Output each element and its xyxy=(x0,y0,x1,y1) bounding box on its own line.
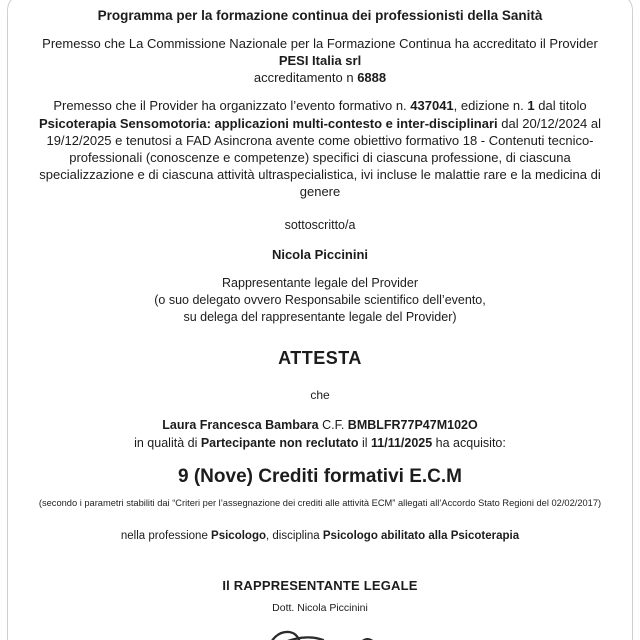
acquisition-date: 11/11/2025 xyxy=(371,435,433,450)
qualification-line: in qualità di Partecipante non reclutato il 11/11/2025 ha acquisito: xyxy=(134,435,506,450)
profession-line: nella professione Psicologo, disciplina Psicologo abilitato alla Psicoterapia xyxy=(120,529,520,542)
signer-role-line: Rappresentante legale del Provider xyxy=(222,276,418,291)
cf-code: BMBLFR77P47M102O xyxy=(347,418,478,433)
accreditation-number: 6888 xyxy=(357,70,387,86)
signer-role xyxy=(24,275,616,326)
attesta-heading: ATTESTA xyxy=(278,348,362,369)
credits-note: (secondo i parametri stabiliti dai “Criteri per l’assegnazione dei crediti alle attività ECM” allegati all’Accordo Stato Regioni del 02/02/2017) xyxy=(38,498,602,509)
premise-provider xyxy=(24,35,616,86)
participant-name: Laura Francesca Bambara xyxy=(162,418,319,433)
event-number: 437041 xyxy=(410,98,454,114)
provider-name: PESI Italia srl xyxy=(278,53,362,69)
premise-event-text: Premesso che il Provider ha organizzato l’evento formativo n. xyxy=(53,98,411,114)
premise-event: Premesso che il Provider ha organizzato l’evento formativo n. 437041, edizione n. 1 dal titolo Psicoterapia Sensomotoria: applicazioni multi-contesto e inter-disciplinari dal 20/12/2024 al 19/12/2025 e tenutosi a FAD Asincrona avente come obiettivo formativo 18 - Contenuti tecnico-professionali (conoscenze e competenze) specifici di ciascuna professione, di ciascuna specializzazione e di ciascuna attività ultraspecialistica, ivi incluse le malattie rare e la medicina di genere xyxy=(38,98,602,200)
signature-scribble xyxy=(245,616,395,640)
signer-role-line: su delega del rappresentante legale del Provider) xyxy=(183,310,457,325)
legal-rep-name: Dott. Nicola Piccinini xyxy=(272,602,368,614)
cf-label: C.F. xyxy=(318,418,348,433)
signer-role-line: (o suo delegato ovvero Responsabile scientifico dell’evento, xyxy=(154,293,486,308)
doc-title: Programma per la formazione continua dei professionisti della Sanità xyxy=(97,8,543,23)
che-label: che xyxy=(310,388,330,403)
signer-name: Nicola Piccinini xyxy=(271,247,369,263)
discipline-name: Psicologo abilitato alla Psicoterapia xyxy=(322,529,520,542)
premise-provider-intro: Premesso che La Commissione Nazionale per la Formazione Continua ha accreditato il Provider xyxy=(42,36,598,51)
credits-heading: 9 (Nove) Crediti formativi E.C.M xyxy=(178,466,462,488)
legal-rep-block xyxy=(0,578,640,614)
profession-name: Psicologo xyxy=(211,529,266,542)
accreditation-prefix: accreditamento n xyxy=(253,70,358,86)
participant-line xyxy=(24,417,616,435)
edition-number: 1 xyxy=(527,98,535,114)
legal-rep-heading: Il RAPPRESENTANTE LEGALE xyxy=(222,578,418,593)
sottoscritto-label: sottoscritto/a xyxy=(284,218,356,233)
participant-role: Partecipante non reclutato xyxy=(200,435,359,450)
event-title: Psicoterapia Sensomotoria: applicazioni multi-contesto e inter-disciplinari xyxy=(38,115,498,131)
